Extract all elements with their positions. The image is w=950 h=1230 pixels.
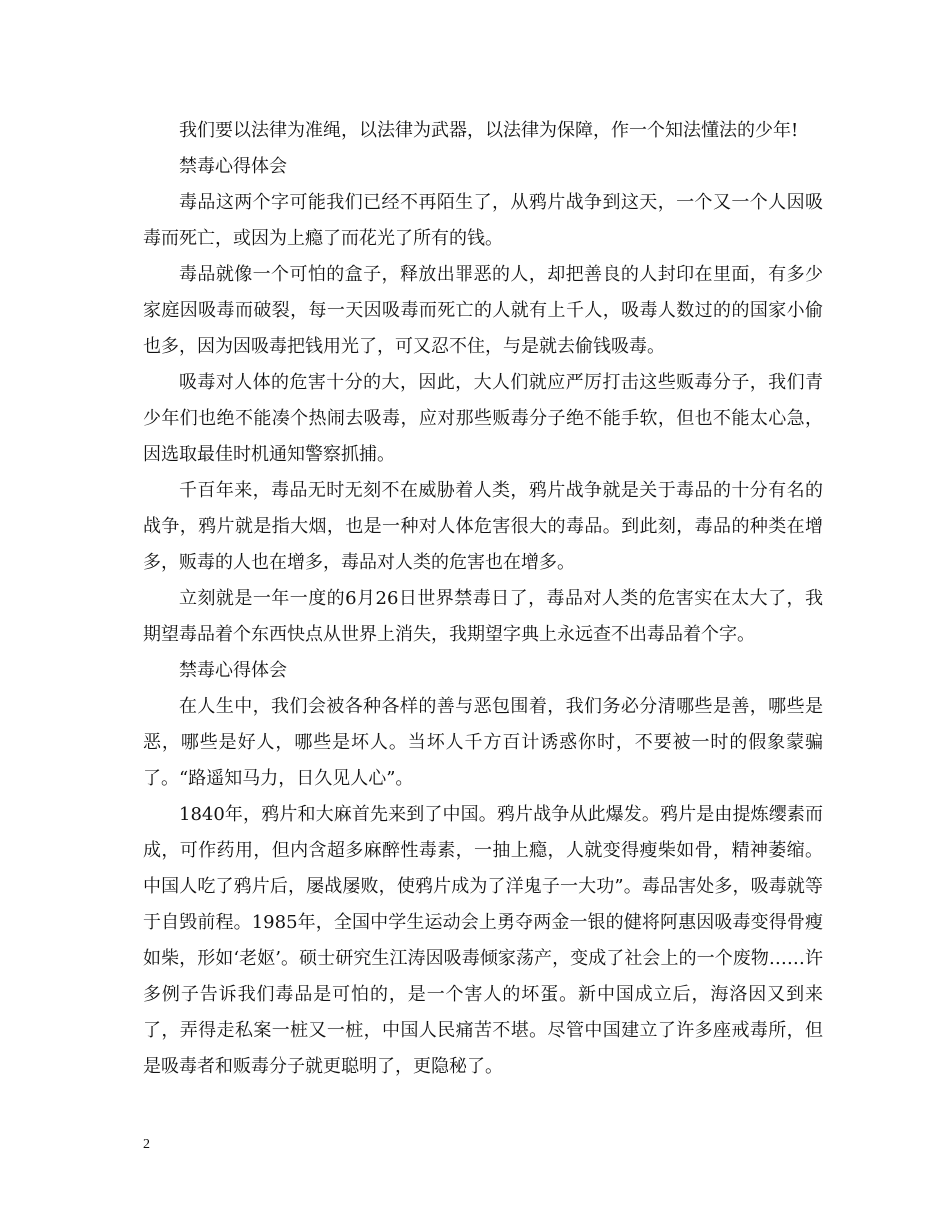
paragraph-law-conclusion: 我们要以法律为准绳，以法律为武器，以法律为保障，作一个知法懂法的少年! [179,120,799,141]
paragraph-good-evil: 在人生中，我们会被各种各样的善与恶包围着，我们务必分清哪些是善，哪些是恶，哪些是好人，哪些是坏人。当坏人千方百计诱惑你时，不要被一时的假象蒙骗了。“路遥知马力，日久见人心”。 [143,696,823,789]
paragraph-harm: 吸毒对人体的危害十分的大，因此，大人们就应严厉打击这些贩毒分子，我们青少年们也绝不能凑个热闹去吸毒，应对那些贩毒分子绝不能手软，但也不能太心急，因选取最佳时机通知警察抓捕。 [143,372,823,465]
paragraph-intro: 毒品这两个字可能我们已经不再陌生了，从鸦片战争到这天，一个又一个人因吸毒而死亡，或因为上瘾了而花光了所有的钱。 [143,192,823,249]
paragraph-history: 千百年来，毒品无时无刻不在威胁着人类，鸦片战争就是关于毒品的十分有名的战争，鸦片就是指大烟，也是一种对人体危害很大的毒品。到此刻，毒品的种类在增多，贩毒的人也在增多，毒品对人类的危害也在增多。 [143,480,823,573]
section-heading-1: 禁毒心得体会 [179,156,287,177]
section-heading-2: 禁毒心得体会 [179,660,287,681]
page-number: 2 [143,1137,150,1152]
paragraph-1840: 1840年，鸦片和大麻首先来到了中国。鸦片战争从此爆发。鸦片是由提炼缨素而成，可作药用，但内含超多麻醉性毒素，一抽上瘾，人就变得瘦柴如骨，精神萎缩。中国人吃了鸦片后，屡战屡败，使鸦片成为了洋鬼子一大功”。毒品害处多，吸毒就等于自毁前程。1985年，全国中学生运动会上勇夺两金一银的健将阿惠因吸毒变得骨瘦如柴，形如‘老妪’。硕士研究生江涛因吸毒倾家荡产，变成了社会上的一个废物……许多例子告诉我们毒品是可怕的，是一个害人的坏蛋。新中国成立后，海洛因又到来了，弄得走私案一桩又一桩，中国人民痛苦不堪。尽管中国建立了许多座戒毒所，但是吸毒者和贩毒分子就更聪明了，更隐秘了。 [143,804,823,1077]
body-text [143,113,823,1085]
paragraph-drug-day: 立刻就是一年一度的6月26日世界禁毒日了，毒品对人类的危害实在太大了，我期望毒品着个东西快点从世界上消失，我期望字典上永远查不出毒品着个字。 [143,588,823,645]
paragraph-box-metaphor: 毒品就像一个可怕的盒子，释放出罪恶的人，却把善良的人封印在里面，有多少家庭因吸毒而破裂，每一天因吸毒而死亡的人就有上千人，吸毒人数过的的国家小偷也多，因为因吸毒把钱用光了，可又忍不住，与是就去偷钱吸毒。 [143,264,823,357]
